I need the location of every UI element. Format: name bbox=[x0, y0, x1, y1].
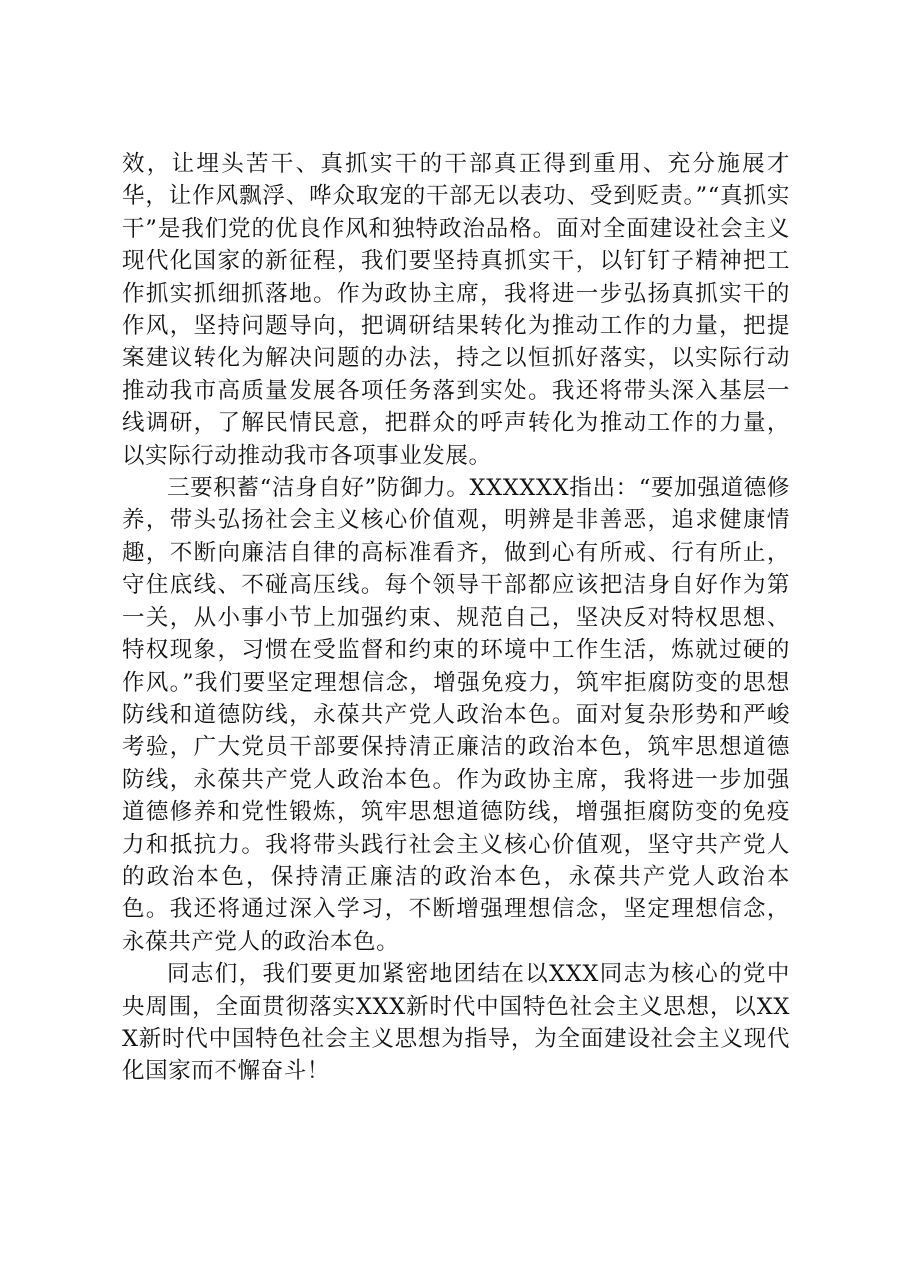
paragraph-continuation: 效，让埋头苦干、真抓实干的干部真正得到重用、充分施展才华，让作风飘浮、哗众取宠的干部无以表功、受到贬责。”“真抓实干”是我们党的优良作风和独特政治品格。面对全面建设社会主义现代化国家的新征程，我们要坚持真抓实干，以钉钉子精神把工作抓实抓细抓落地。作为政协主席，我将进一步弘扬真抓实干的作风，坚持问题导向，把调研结果转化为推动工作的力量，把提案建议转化为解决问题的办法，持之以恒抓好落实，以实际行动推动我市高质量发展各项任务落到实处。我还将带头深入基层一线调研，了解民情民意，把群众的呼声转化为推动工作的力量，以实际行动推动我市各项事业发展。 bbox=[122, 151, 790, 469]
paragraph-integrity-defense: 三要积蓄“洁身自好”防御力。XXXXXX指出：“要加强道德修养，带头弘扬社会主义核心价值观，明辨是非善恶，追求健康情趣，不断向廉洁自律的高标准看齐，做到心有所戒、行有所止，守住底线、不碰高压线。每个领导干部都应该把洁身自好作为第一关，从小事小节上加强约束、规范自己，坚决反对特权思想、特权现象，习惯在受监督和约束的环境中工作生活，炼就过硬的作风。”我们要坚定理想信念，增强免疫力，筑牢拒腐防变的思想防线和道德防线，永葆共产党人政治本色。面对复杂形势和严峻考验，广大党员干部要保持清正廉洁的政治本色，筑牢思想道德防线，永葆共产党人政治本色。作为政协主席，我将进一步加强道德修养和党性锻炼，筑牢思想道德防线，增强拒腐防变的免疫力和抵抗力。我将带头践行社会主义核心价值观，坚守共产党人的政治本色，保持清正廉洁的政治本色，永葆共产党人政治本色。我还将通过深入学习，不断增强理想信念，坚定理想信念，永葆共产党人的政治本色。 bbox=[122, 475, 790, 955]
document-body bbox=[122, 148, 790, 1088]
paragraph-closing: 同志们，我们要更加紧密地团结在以XXX同志为核心的党中央周围，全面贯彻落实XXX新时代中国特色社会主义思想，以XXX新时代中国特色社会主义思想为指导，为全面建设社会主义现代化国家而不懈奋斗！ bbox=[122, 961, 790, 1085]
